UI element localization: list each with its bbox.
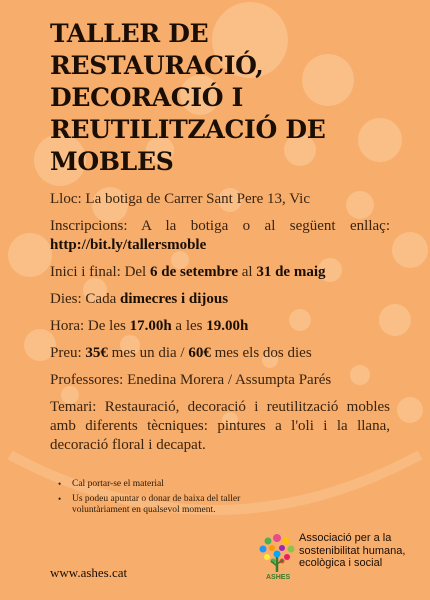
time-row bbox=[50, 317, 390, 336]
price-label: Preu: bbox=[50, 345, 82, 361]
dates-pre: Del bbox=[124, 264, 147, 280]
logo-text: ASHES bbox=[266, 574, 291, 581]
price-one-day: 35€ bbox=[85, 345, 108, 361]
title-line: MOBLES bbox=[50, 147, 174, 176]
title-line: TALLER DE bbox=[50, 19, 209, 48]
location-value: La botiga de Carrer Sant Pere 13, Vic bbox=[85, 191, 310, 207]
time-mid: a les bbox=[175, 318, 203, 334]
registration-link[interactable]: http://bit.ly/tallersmoble bbox=[50, 237, 207, 253]
price-row bbox=[50, 344, 390, 363]
dates-label: Inici i final: bbox=[50, 264, 121, 280]
organization-block bbox=[255, 530, 425, 590]
time-pre: De les bbox=[87, 318, 126, 334]
registration-row bbox=[50, 217, 390, 255]
main-content bbox=[50, 18, 390, 463]
organization-name: Associació per a la sostenibilitat humana, ecològica i social bbox=[299, 532, 406, 569]
days-value: dimecres i dijous bbox=[120, 291, 229, 307]
title-line: REUTILITZACIÓ DE bbox=[50, 115, 326, 144]
dates-row bbox=[50, 263, 390, 282]
teachers-row bbox=[50, 371, 390, 390]
start-time: 17.00h bbox=[129, 318, 172, 334]
price-two-days: 60€ bbox=[188, 345, 211, 361]
location-row bbox=[50, 190, 390, 209]
days-label: Dies: bbox=[50, 291, 82, 307]
list-item bbox=[58, 479, 258, 491]
price-text-one: mes un dia / bbox=[111, 345, 185, 361]
website-link[interactable]: www.ashes.cat bbox=[50, 565, 128, 580]
ashes-logo-icon bbox=[255, 530, 299, 576]
teachers-label: Professores: bbox=[50, 372, 124, 388]
registration-text: A la botiga o al següent enllaç: bbox=[141, 218, 390, 234]
syllabus-value: Restauració, decoració i reutilització mobles amb diferents tècniques: pintures a l'oli i la llana, decoració floral i decapat. bbox=[50, 399, 391, 453]
title-line: RESTAURACIÓ, bbox=[50, 51, 264, 80]
location-label: Lloc: bbox=[50, 191, 82, 207]
end-time: 19.00h bbox=[206, 318, 249, 334]
title-line: DECORACIÓ I bbox=[50, 83, 244, 112]
page-title bbox=[50, 18, 390, 178]
price-text-two: mes els dos dies bbox=[214, 345, 312, 361]
bullet-icon: • bbox=[58, 493, 62, 504]
start-date: 6 de setembre bbox=[149, 264, 239, 280]
days-row bbox=[50, 290, 390, 309]
syllabus-label: Temari: bbox=[50, 399, 97, 415]
dates-mid: al bbox=[241, 264, 253, 280]
list-item bbox=[58, 494, 258, 517]
note-text: Us podeu apuntar o donar de baixa del taller voluntàriament en qualsevol moment. bbox=[72, 493, 241, 515]
time-label: Hora: bbox=[50, 318, 85, 334]
syllabus-row bbox=[50, 398, 390, 455]
note-text: Cal portar-se el material bbox=[72, 479, 164, 489]
notes-list bbox=[58, 479, 258, 520]
teachers-value: Enedina Morera / Assumpta Parés bbox=[127, 372, 332, 388]
bullet-icon: • bbox=[58, 479, 62, 489]
end-date: 31 de maig bbox=[256, 264, 326, 280]
days-pre: Cada bbox=[85, 291, 117, 307]
registration-label: Inscripcions: bbox=[50, 218, 128, 234]
